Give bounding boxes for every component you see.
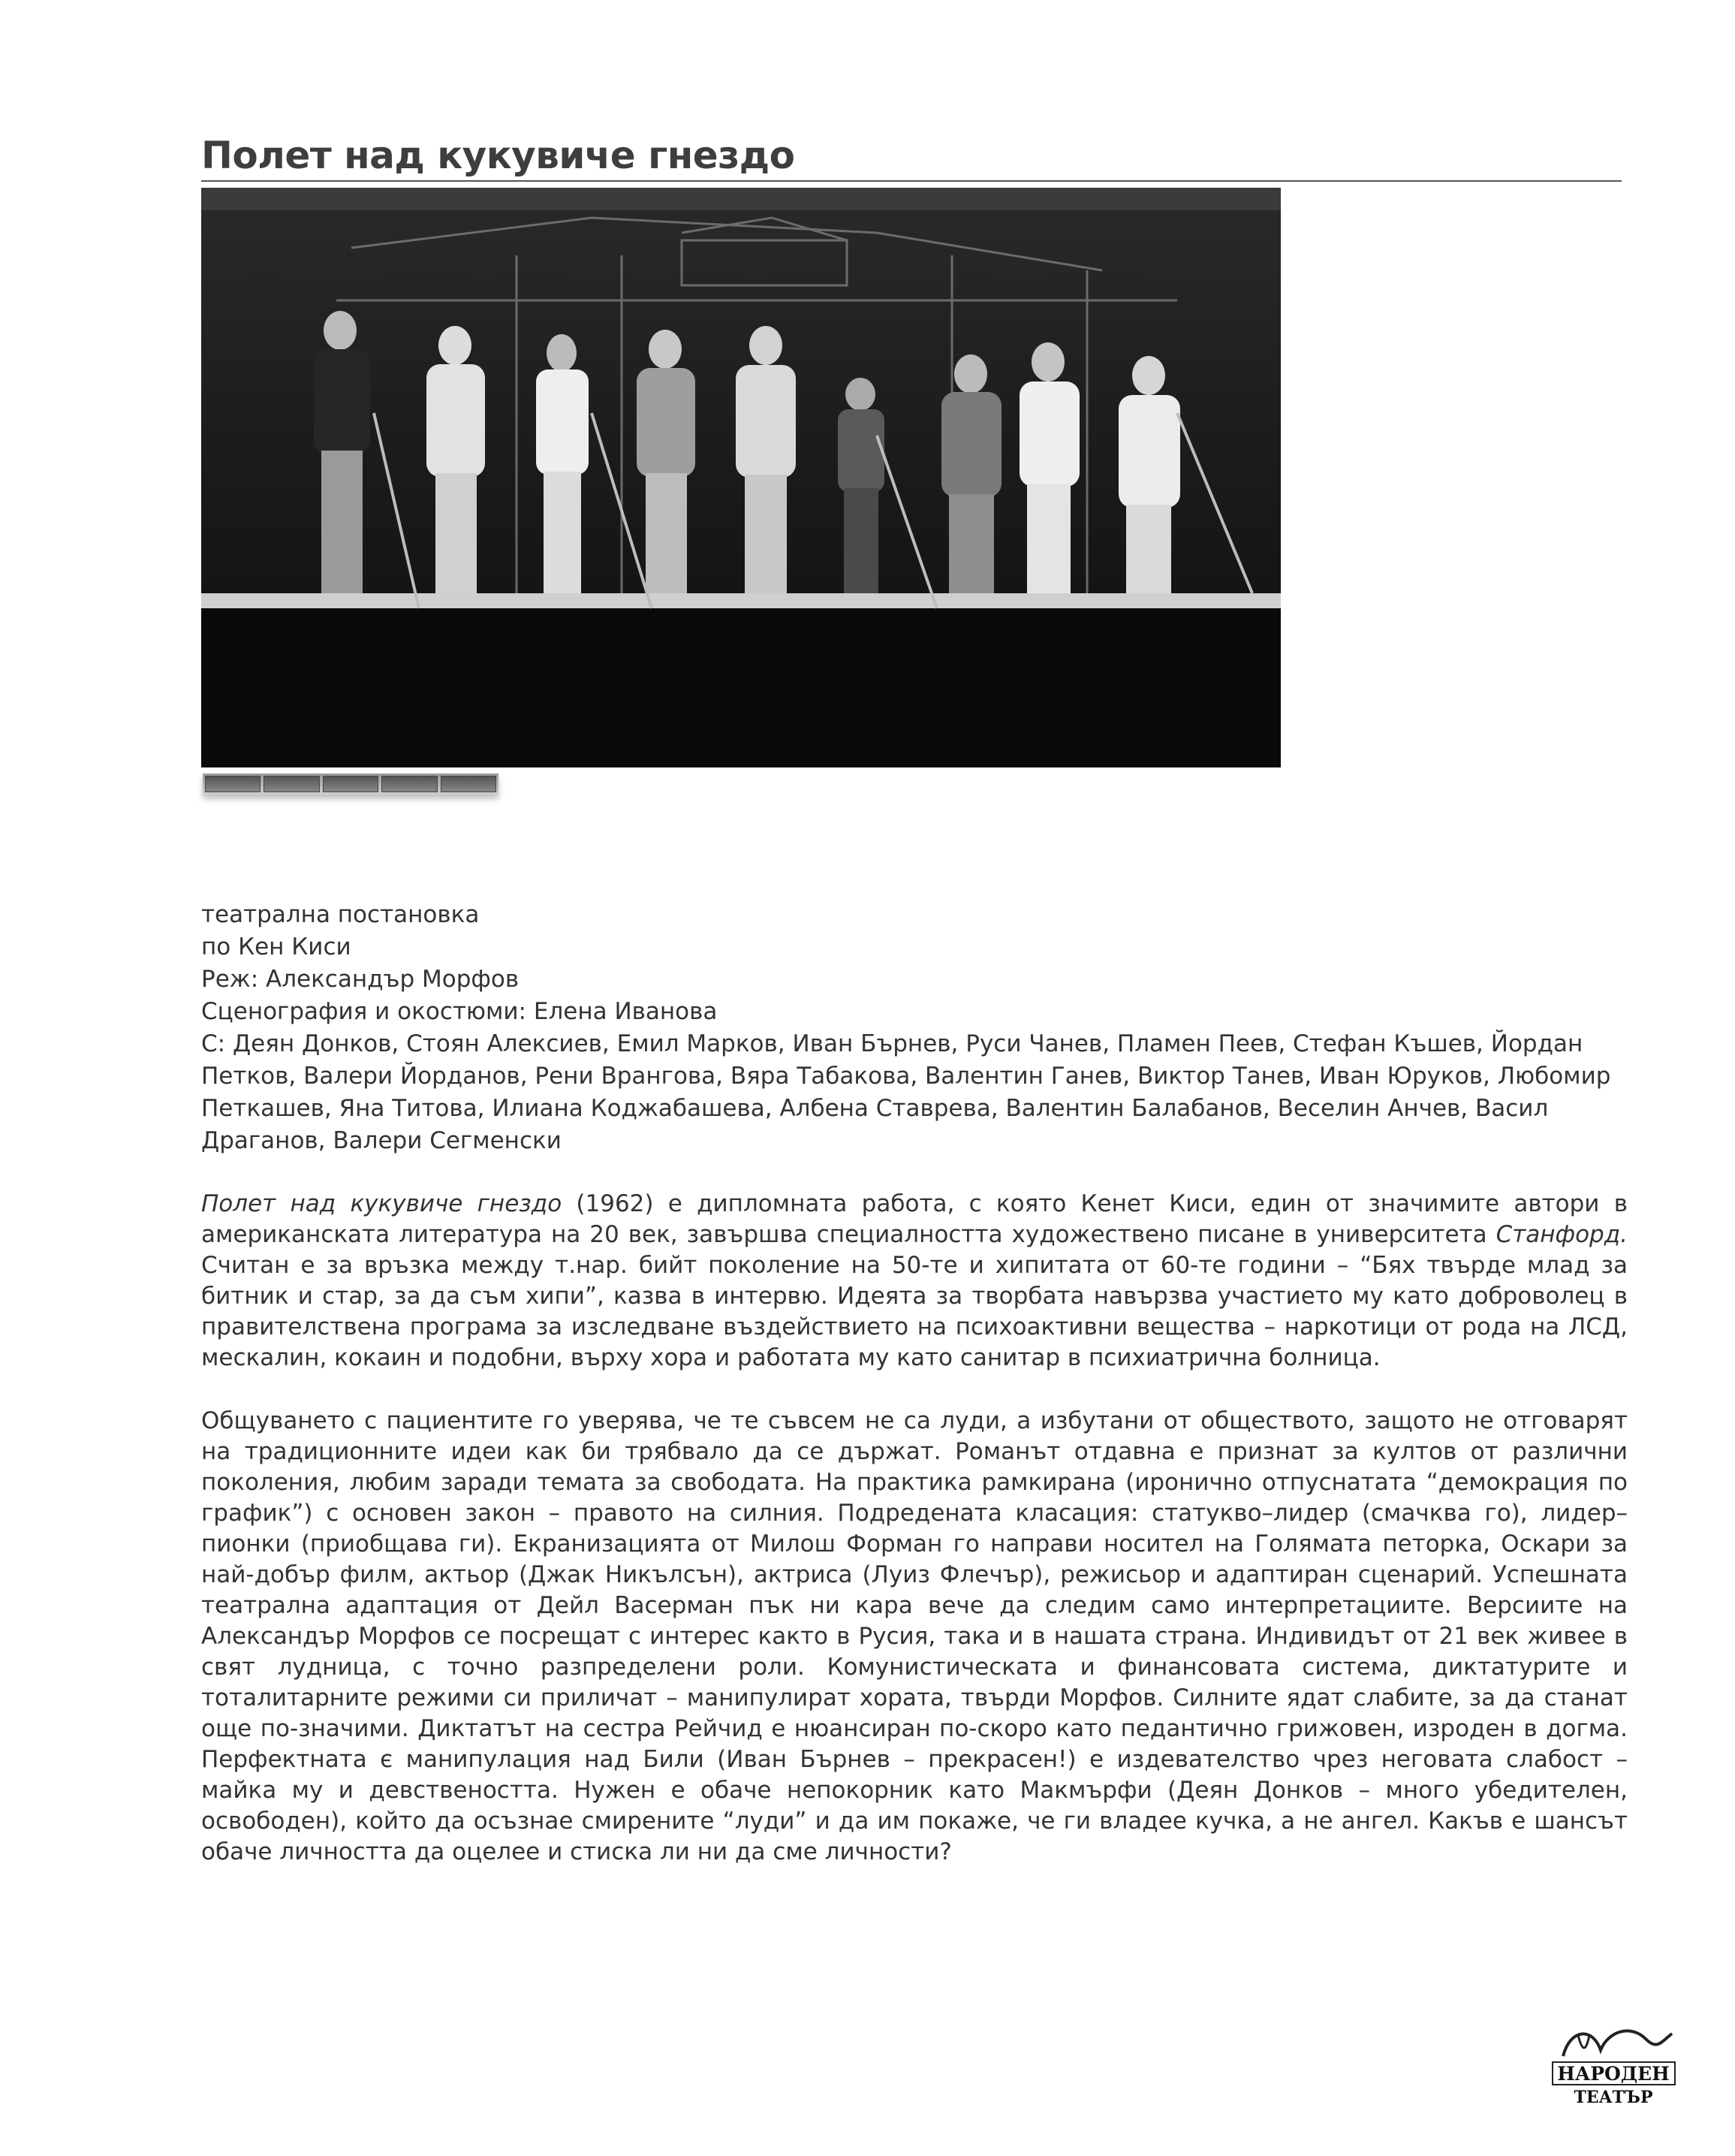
thumbnail[interactable]	[205, 776, 261, 792]
credits-director: Реж: Александър Морфов	[201, 966, 520, 993]
thumbnail[interactable]	[381, 776, 437, 792]
university-italic: Станфорд.	[1496, 1221, 1628, 1248]
credits-author: по Кен Киси	[201, 933, 351, 960]
national-theatre-logo	[1548, 2020, 1679, 2110]
paragraph-text: (1962) е дипломната работа, с която Кенет Киси, един от значимите автори в американската литература на 20 век, завършва специалността художествено писане в университета	[201, 1190, 1628, 1248]
page-title: Полет над кукувиче гнездо	[201, 134, 795, 177]
logo-line-2: ТЕАТЪР	[1574, 2088, 1653, 2107]
credits-block	[201, 899, 1628, 1157]
body-paragraph-2: Общуването с пациентите го уверява, че те съвсем не са луди, а избутани от обществото, защото не отговарят на традиционните идеи как би трябвало да се държат. Романът отдавна е признат за култов от различни поколения, любим заради темата за свободата. На практика рамкирана (иронично отпуснатата “демокрация по график”) с основен закон – правото на силния. Подредената класация: статукво–лидер (смачква го), лидер–пионки (приобщава ги). Екранизацията от Милош Форман го направи носител на Голямата петорка, Оскари за най-добър филм, актьор (Джак Никълсън), актриса (Луиз Флечър), режисьор и адаптиран сценарий. Успешната театрална адаптация от Дейл Васерман пък ни кара вече да следим само интерпретациите. Версиите на Александър Морфов се посрещат с интерес както в Русия, така и в нашата страна. Индивидът от 21 век живее в свят лудница, с точно разпределени роли. Комунистическата и финансовата система, диктатурите и тоталитарните режими си приличат – манипулират хората, твърди Морфов. Силните ядат слабите, за да станат още по-значими. Диктатът на сестра Рейчид е нюансиран по-скоро като педантично грижовен, изроден в догма. Перфектната є манипулация над Били (Иван Бърнев – прекрасен!) е издевателство чрез неговата слабост – майка му и девствеността. Нужен е обаче непокорник като Макмърфи (Деян Донков – много убедителен, освободен), който да осъзнае смирените “луди” и да им покаже, че ги владее кучка, а не ангел. Какъв е шансът обаче личността да оцелее и стиска ли ни да сме личности?	[201, 1407, 1628, 1865]
logo-line-1: НАРОДЕН	[1557, 2063, 1670, 2085]
credits-design: Сценография и окостюми: Елена Иванова	[201, 998, 718, 1025]
credits-cast: С: Деян Донков, Стоян Алексиев, Емил Марков, Иван Бърнев, Руси Чанев, Пламен Пеев, Стефан Къшев, Йордан Петков, Валери Йорданов, Рени Врангова, Вяра Табакова, Валентин Ганев, Виктор Танев, Иван Юруков, Любомир Петкашев, Яна Титова, Илиана Коджабашева, Албена Ставрева, Валентин Балабанов, Веселин Анчев, Васил Драганов, Валери Сегменски	[201, 1030, 1611, 1154]
title-divider	[201, 180, 1622, 182]
thumbnail-strip	[203, 773, 499, 795]
thumbnail[interactable]	[323, 776, 378, 792]
thumbnail[interactable]	[264, 776, 319, 792]
book-title-italic: Полет над кукувиче гнездо	[201, 1190, 562, 1217]
stage-photo	[201, 188, 1281, 767]
body-paragraph-1	[201, 1189, 1628, 1374]
credits-genre: театрална постановка	[201, 901, 480, 928]
paragraph-text: Считан е за връзка между т.нар. бийт поколение на 50-те и хипитата от 60-те години – “Бях твърде млад за битник и стар, за да съм хипи”, казва в интервю. Идеята за творбата навързва участието му като доброволец в правителствена програма за изследване въздействието на психоактивни вещества – наркотици от рода на ЛСД, мескалин, кокаин и подобни, върху хора и работата му като санитар в психиатрична болница.	[201, 1252, 1628, 1371]
thumbnail[interactable]	[441, 776, 496, 792]
